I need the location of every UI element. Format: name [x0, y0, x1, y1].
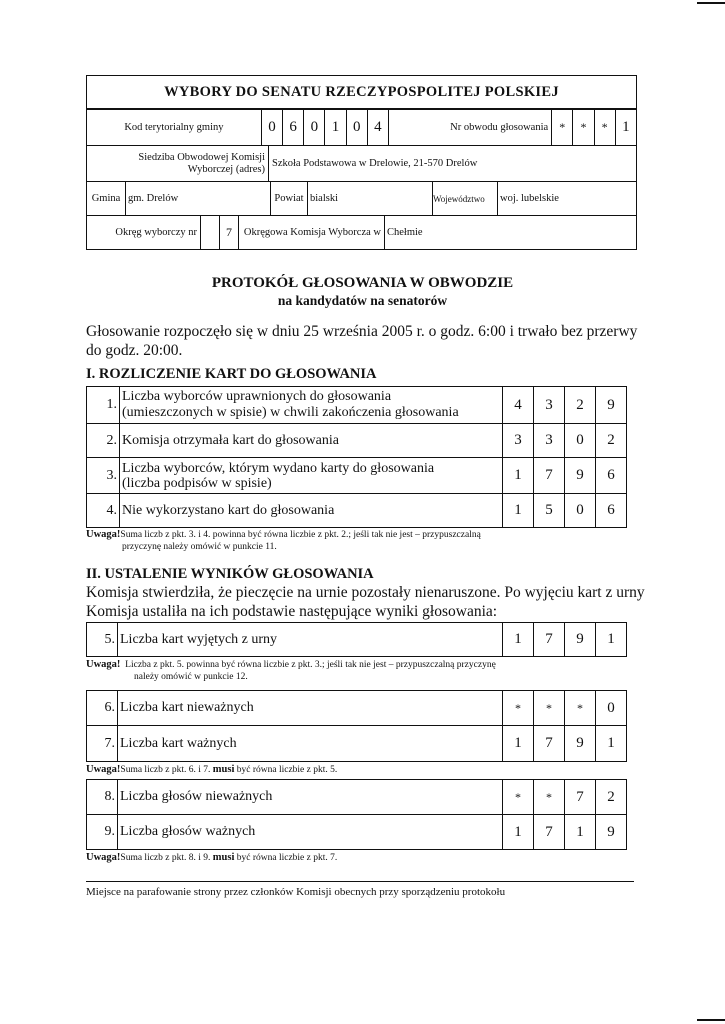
- value-digit: 7: [534, 815, 565, 850]
- note-text-post: być równa liczbie z pkt. 5.: [236, 765, 338, 775]
- row-number: 5.: [87, 623, 118, 657]
- row-number: 4.: [87, 494, 120, 528]
- gmina-label: Gmina: [87, 182, 126, 216]
- row5-note: [86, 659, 646, 683]
- row-label-line-2: (liczba podpisów w spisie): [122, 475, 272, 491]
- value-digit: 2: [565, 387, 596, 424]
- value-digit: 1: [565, 815, 596, 850]
- value-digit: *: [503, 691, 534, 726]
- wojewodztwo-label: Województwo: [433, 182, 498, 216]
- value-digit: 0: [565, 494, 596, 528]
- footer-divider: [86, 881, 634, 882]
- note-text-line-1: Liczba z pkt. 5. powinna być równa liczbie z pkt. 3.; jeśli tak nie jest – przypuszczalną przyczynę: [125, 660, 496, 670]
- row-label: Nie wykorzystano kart do głosowania: [120, 494, 503, 528]
- value-digit: *: [565, 691, 596, 726]
- value-digit: 3: [534, 424, 565, 458]
- section2-intro-line-1: Komisja stwierdziła, że pieczęcie na urnie pozostały nienaruszone. Po wyjęciu kart z urny: [86, 584, 645, 601]
- nr-obwodu-digit: *: [552, 109, 573, 146]
- footer-text: Miejsce na parafowanie strony przez członków Komisji obecnych przy sporządzeniu protokołu: [86, 886, 506, 898]
- header-title: WYBORY DO SENATU RZECZYPOSPOLITEJ POLSKIEJ: [87, 76, 637, 110]
- protocol-intro: [86, 322, 646, 360]
- value-digit: 7: [534, 726, 565, 762]
- value-digit: 1: [503, 623, 534, 657]
- table-row: [87, 494, 627, 528]
- note-text-post: być równa liczbie z pkt. 7.: [236, 853, 338, 863]
- row5-table: [86, 622, 627, 657]
- value-digit: 1: [596, 726, 627, 762]
- kod-digit: 1: [325, 109, 346, 146]
- row-number: 6.: [87, 691, 118, 726]
- row-number: 2.: [87, 424, 120, 458]
- row7-note: [86, 764, 646, 776]
- okreg-label: Okręg wyborczy nr: [87, 216, 201, 250]
- row9-note: [86, 852, 646, 864]
- note-label: Uwaga!: [86, 529, 121, 540]
- nr-obwodu-label: Nr obwodu głosowania: [388, 109, 551, 146]
- value-digit: 3: [534, 387, 565, 424]
- table-row: [87, 387, 627, 424]
- value-digit: 1: [503, 458, 534, 494]
- siedziba-label-line-1: Siedziba Obwodowej Komisji: [138, 151, 265, 163]
- protocol-title: PROTOKÓŁ GŁOSOWANIA W OBWODZIE: [211, 275, 514, 291]
- note-label: Uwaga!: [86, 764, 121, 775]
- value-digit: 4: [503, 387, 534, 424]
- siedziba-label-line-2: Wyborczej (adres): [187, 163, 265, 175]
- protocol-intro-line-2: do godz. 20:00.: [86, 342, 183, 359]
- section2-intro-line-2: Komisja ustaliła na ich podstawie następujące wyniki głosowania:: [86, 603, 498, 620]
- row-label: Liczba głosów ważnych: [118, 815, 503, 850]
- value-digit: 7: [565, 780, 596, 815]
- kod-digit: 0: [346, 109, 367, 146]
- value-digit: 1: [503, 815, 534, 850]
- value-digit: 0: [596, 691, 627, 726]
- table-row: [87, 458, 627, 494]
- kod-digit: 4: [367, 109, 388, 146]
- row-number: 7.: [87, 726, 118, 762]
- nr-obwodu-digit: *: [594, 109, 615, 146]
- table-row: [87, 780, 627, 815]
- kod-digit: 6: [283, 109, 304, 146]
- row-label: Liczba kart wyjętych z urny: [118, 623, 503, 657]
- value-digit: 3: [503, 424, 534, 458]
- scan-corner-mark-top: [697, 2, 725, 4]
- wojewodztwo-value: woj. lubelskie: [498, 182, 637, 216]
- rows6-7-table: [86, 690, 627, 762]
- value-digit: 7: [534, 458, 565, 494]
- value-digit: 9: [565, 623, 596, 657]
- note-text-line-2: należy omówić w punkcie 12.: [134, 672, 248, 682]
- protocol-subtitle: na kandydatów na senatorów: [277, 293, 448, 308]
- okregowa-value: Chełmie: [385, 216, 637, 250]
- row-label: Liczba kart ważnych: [118, 726, 503, 762]
- kod-digit: 0: [304, 109, 325, 146]
- section1-heading: I. ROZLICZENIE KART DO GŁOSOWANIA: [86, 366, 377, 382]
- note-label: Uwaga!: [86, 659, 121, 670]
- section1-note: [86, 529, 646, 553]
- section2-heading: II. USTALENIE WYNIKÓW GŁOSOWANIA: [86, 566, 374, 582]
- okregowa-label: Okręgowa Komisja Wyborcza w: [239, 216, 385, 250]
- value-digit: 9: [596, 387, 627, 424]
- row-label: [120, 458, 503, 494]
- nr-obwodu-digit: 1: [615, 109, 636, 146]
- siedziba-value: Szkoła Podstawowa w Drelowie, 21-570 Drelów: [269, 146, 637, 182]
- powiat-value: bialski: [308, 182, 433, 216]
- value-digit: 5: [534, 494, 565, 528]
- note-label: Uwaga!: [86, 852, 121, 863]
- note-text-bold: musi: [212, 852, 235, 863]
- note-text-pre: Suma liczb z pkt. 8. i 9.: [120, 853, 211, 863]
- row-label: [120, 387, 503, 424]
- gmina-value: gm. Drelów: [126, 182, 271, 216]
- value-digit: *: [503, 780, 534, 815]
- row-number: 3.: [87, 458, 120, 494]
- row-number: 9.: [87, 815, 118, 850]
- row-number: 8.: [87, 780, 118, 815]
- value-digit: 9: [596, 815, 627, 850]
- siedziba-label: [87, 146, 269, 182]
- row-label: Liczba głosów nieważnych: [118, 780, 503, 815]
- value-digit: 9: [565, 726, 596, 762]
- okreg-value: 7: [220, 216, 239, 250]
- section1-table: [86, 386, 627, 528]
- note-text-bold: musi: [212, 764, 235, 775]
- scan-corner-mark-bottom: [697, 1019, 725, 1021]
- nr-obwodu-digit: *: [573, 109, 594, 146]
- value-digit: 6: [596, 494, 627, 528]
- row-label-line-1: Liczba wyborców, którym wydano karty do głosowania: [122, 460, 435, 476]
- value-digit: 1: [503, 726, 534, 762]
- powiat-label: Powiat: [271, 182, 308, 216]
- table-row: [87, 691, 627, 726]
- value-digit: 0: [565, 424, 596, 458]
- rows8-9-table: [86, 779, 627, 850]
- value-digit: 7: [534, 623, 565, 657]
- row-label-line-1: Liczba wyborców uprawnionych do głosowania: [122, 389, 392, 404]
- note-text-pre: Suma liczb z pkt. 6. i 7.: [120, 765, 211, 775]
- table-row: [87, 623, 627, 657]
- section2-intro: [86, 583, 646, 621]
- value-digit: 9: [565, 458, 596, 494]
- row-label: Komisja otrzymała kart do głosowania: [120, 424, 503, 458]
- value-digit: 2: [596, 424, 627, 458]
- table-row: [87, 815, 627, 850]
- kod-digit: 0: [261, 109, 282, 146]
- value-digit: *: [534, 691, 565, 726]
- row-label-line-2: (umieszczonych w spisie) w chwili zakończenia głosowania: [122, 405, 459, 420]
- protocol-intro-line-1: Głosowanie rozpoczęło się w dniu 25 września 2005 r. o godz. 6:00 i trwało bez przerwy: [86, 323, 638, 340]
- value-digit: 1: [503, 494, 534, 528]
- row-label: Liczba kart nieważnych: [118, 691, 503, 726]
- value-digit: 1: [596, 623, 627, 657]
- kod-label: Kod terytorialny gminy: [87, 109, 262, 146]
- okreg-empty-cell: [201, 216, 220, 250]
- table-row: [87, 424, 627, 458]
- value-digit: 2: [596, 780, 627, 815]
- note-text-line-1: Suma liczb z pkt. 3. i 4. powinna być równa liczbie z pkt. 2.; jeśli tak nie jest – przypuszczalną: [120, 530, 481, 540]
- note-text-line-2: przyczynę należy omówić w punkcie 11.: [122, 542, 277, 552]
- table-row: [87, 726, 627, 762]
- value-digit: *: [534, 780, 565, 815]
- row-number: 1.: [87, 387, 120, 424]
- value-digit: 6: [596, 458, 627, 494]
